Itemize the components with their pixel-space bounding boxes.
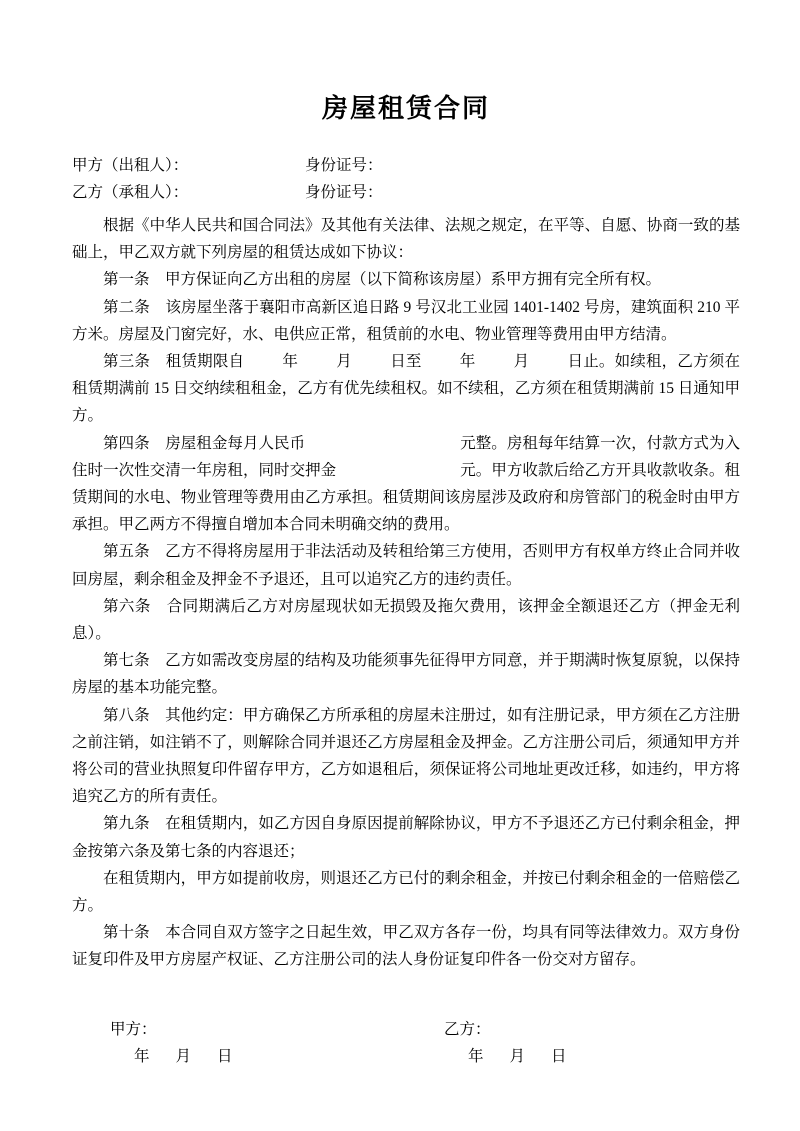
party-b-id-label: 身份证号：: [305, 184, 383, 201]
signature-party-a-label: 甲方：: [110, 1020, 157, 1038]
signature-column-party-a: [110, 1016, 233, 1070]
article-text: 其他约定：甲方确保乙方所承租的房屋未注册过，如有注册记录，甲方须在乙方注册之前注销，如注销不了，则解除合同并退还乙方房屋租金及押金。乙方注册公司后，须通知甲方并将公司的营业执照复印件留存甲方，乙方如退租后，须保证将公司地址更改迁移，如违约，甲方将追究乙方的所有责任。: [72, 706, 740, 806]
party-info-block: [72, 152, 740, 206]
document-body: [72, 0, 740, 1078]
fill-in-blank[interactable]: [305, 430, 460, 457]
party-row: [72, 179, 740, 206]
article-paragraph: [72, 538, 740, 592]
article-text: 元整。房租每年结算一次，付款方式为入住时一次性交清一年房租，同时交押金: [72, 434, 740, 479]
fill-in-blank[interactable]: [352, 348, 390, 375]
article-paragraph: [72, 810, 740, 864]
page-title: 房屋租赁合同: [321, 94, 490, 123]
article-text: 年: [459, 353, 476, 371]
signature-party-a-date: [110, 1043, 233, 1070]
signature-party-b-date: [444, 1043, 567, 1070]
article-text: 本合同自双方签字之日起生效，甲乙双方各存一份，均具有同等法律效力。双方身份证复印件及甲方房屋产权证、乙方注册公司的法人身份证复印件各一份交对方留存。: [72, 924, 740, 969]
article-paragraph: [72, 919, 740, 973]
fill-in-blank[interactable]: [298, 348, 336, 375]
preamble-paragraph: 根据《中华人民共和国合同法》及其他有关法律、法规之规定，在平等、自愿、协商一致的基础上，甲乙双方就下列房屋的租赁达成如下协议：: [72, 217, 740, 262]
fill-in-blank[interactable]: [529, 348, 567, 375]
article-number: 第六条: [103, 597, 167, 615]
month-label: 月: [509, 1047, 526, 1065]
month-label: 月: [175, 1047, 192, 1065]
article-number: 第八条: [103, 706, 166, 724]
year-label: 年: [468, 1047, 484, 1065]
article-text: 月: [336, 353, 352, 371]
article-number: 第十条: [103, 924, 166, 942]
fill-in-blank[interactable]: [422, 348, 460, 375]
article-paragraph: [72, 865, 740, 919]
article-text: 合同期满后乙方对房屋现状如无损毁及拖欠费用，该押金全额退还乙方（押金无利息）。: [72, 597, 740, 643]
signature-block: [72, 1016, 740, 1078]
article-number: 第二条: [103, 298, 166, 316]
day-label: 日: [551, 1047, 567, 1065]
article-text: 月: [513, 353, 530, 371]
party-a-label: 甲方（出租人）：: [72, 157, 189, 174]
article-text: 乙方如需改变房屋的结构及功能须事先征得甲方同意，并于期满时恢复原貌，以保持房屋的基本功能完整。: [72, 652, 740, 697]
signature-party-b-label: 乙方：: [444, 1020, 491, 1038]
fill-in-blank[interactable]: [244, 348, 282, 375]
article-paragraph: [72, 702, 740, 811]
article-paragraph: [72, 266, 740, 293]
article-number: 第一条: [103, 271, 166, 289]
article-paragraph: [72, 348, 740, 430]
article-text: 元。甲方收款后给乙方开具收款收条。租赁期间的水电、物业管理等费用由乙方承担。租赁期间该房屋涉及政府和房管部门的税金时由甲方承担。甲乙两方不得擅自增加本合同未明确交纳的费用。: [72, 461, 740, 534]
article-text: 乙方不得将房屋用于非法活动及转租给第三方使用，否则甲方有权单方终止合同并收回房屋，剩余租金及押金不予退还，且可以追究乙方的违约责任。: [72, 543, 740, 588]
article-paragraph: [72, 294, 740, 348]
article-paragraph: [72, 593, 740, 647]
party-row: [72, 152, 740, 179]
article-number: 第七条: [103, 652, 166, 670]
article-text: 在租赁期内，甲方如提前收房，则退还乙方已付的剩余租金，并按已付剩余租金的一倍赔偿乙方。: [72, 869, 740, 915]
signature-column-party-b: [444, 1016, 567, 1070]
article-text: 在租赁期内，如乙方因自身原因提前解除协议，甲方不予退还乙方已付剩余租金，押金按第六条及第七条的内容退还；: [72, 815, 740, 860]
article-text: 甲方保证向乙方出租的房屋（以下简称该房屋）系甲方拥有完全所有权。: [165, 271, 662, 289]
article-text: 日至: [390, 353, 422, 371]
article-number: 第五条: [103, 543, 166, 561]
article-text: 日止。如续租，乙方须在租赁期满前 15 日交纳续租租金，乙方有优先续租权。如不续租，乙方须在租赁期满前 15 日通知甲方。: [72, 353, 740, 425]
article-number: 第四条: [103, 434, 166, 452]
fill-in-blank[interactable]: [336, 457, 460, 484]
article-text: 年: [282, 353, 299, 371]
party-b-label: 乙方（承租人）：: [72, 184, 189, 201]
article-number: 第三条: [103, 353, 166, 371]
article-paragraph: [72, 430, 740, 539]
article-number: 第九条: [103, 815, 166, 833]
day-label: 日: [217, 1047, 233, 1065]
party-a-id-label: 身份证号：: [305, 157, 383, 174]
article-text: 租赁期限自: [165, 353, 245, 371]
article-text: 该房屋坐落于襄阳市高新区追日路 9 号汉北工业园 1401-1402 号房，建筑面积 210 平方米。房屋及门窗完好，水、电供应正常，租赁前的水电、物业管理等费用由甲方结清。: [72, 298, 740, 343]
article-text: 房屋租金每月人民币: [165, 434, 306, 452]
article-paragraph: [72, 647, 740, 701]
year-label: 年: [134, 1047, 150, 1065]
fill-in-blank[interactable]: [475, 348, 513, 375]
